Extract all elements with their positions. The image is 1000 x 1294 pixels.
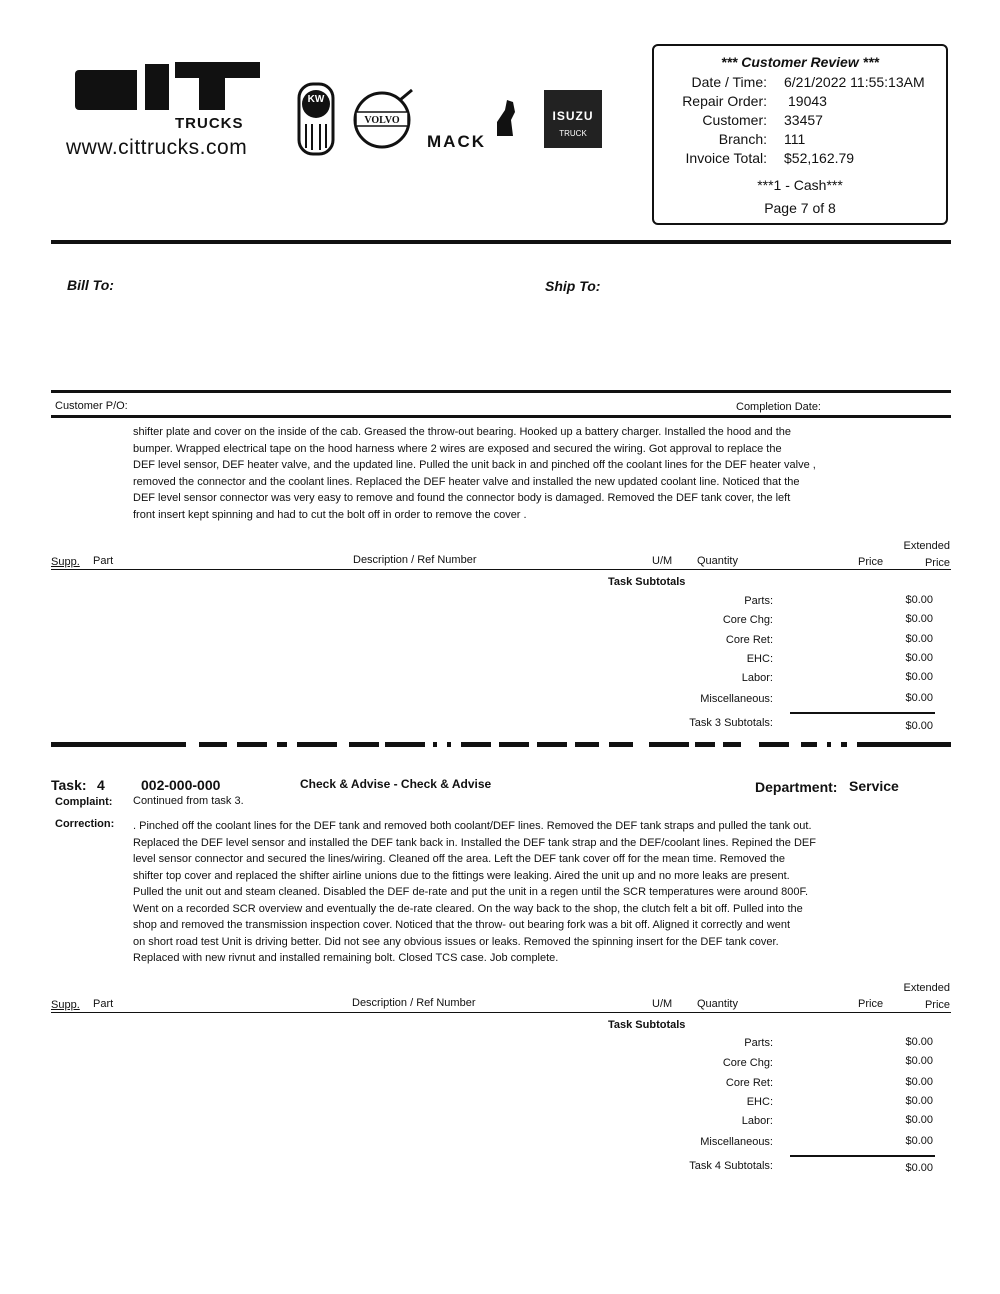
review-value: 19043 <box>788 93 827 109</box>
task-subtotal-value: $0.00 <box>905 720 933 732</box>
subtotal-label: EHC: <box>746 1096 773 1108</box>
review-value: 6/21/2022 11:55:13AM <box>784 74 925 90</box>
volvo-text: VOLVO <box>364 115 400 126</box>
department-label: Department: <box>755 779 838 795</box>
col-um: U/M <box>652 555 673 567</box>
page-number: Page 7 of 8 <box>764 200 836 216</box>
subtotal-label: EHC: <box>746 653 773 665</box>
task-subtotal-label: Task 3 Subtotals: <box>689 717 773 729</box>
review-label: Repair Order: <box>682 93 767 109</box>
subtotal-label: Miscellaneous: <box>700 1136 773 1148</box>
complaint-label: Complaint: <box>55 796 113 808</box>
col-extended-price: Price <box>924 999 950 1011</box>
correction-line: bumper. Wrapped electrical tape on the hood harness where 2 wires are exposed and secured the wiring. Got approval to replace the <box>133 442 782 455</box>
correction-line: Pulled the unit out and steam cleaned. Disabled the DEF de-rate and put the unit in a regen until the SCR temperatures were around 800F. <box>133 886 809 898</box>
review-label: Date / Time: <box>691 74 767 90</box>
company-trucks-label: TRUCKS <box>175 115 244 132</box>
address-divider <box>51 390 951 393</box>
col-supp: Supp. <box>51 556 80 568</box>
correction-line: front insert kept spinning and had to cut the bolt off in order to remove the cover . <box>133 508 527 521</box>
col-quantity: Quantity <box>697 998 738 1010</box>
correction-line: Replaced with new rivnut and installed remaining bolt. Closed TCS case. Job complete. <box>133 952 559 964</box>
correction-line: DEF level sensor connector was very easy to remove and found the connector body is damaged. Removed the DEF tank cover, the left <box>133 492 791 504</box>
isuzu-text: ISUZU <box>552 109 594 123</box>
col-extended-price: Price <box>924 557 950 569</box>
task3-correction-text <box>133 424 833 523</box>
task-title: Check & Advise - Check & Advise <box>300 777 492 791</box>
correction-label: Correction: <box>55 818 115 830</box>
review-label: Invoice Total: <box>685 150 767 166</box>
mack-logo <box>425 96 520 150</box>
review-label: Branch: <box>718 131 767 147</box>
subtotal-label: Labor: <box>741 672 773 684</box>
kenworth-text: KW <box>307 94 325 105</box>
subtotal-value: $0.00 <box>905 1095 933 1107</box>
cit-logo-mark <box>75 62 260 117</box>
correction-line: removed the connector and the coolant lines. Replaced the DEF heater valve and installed the new updated coolant line. Noticed that the <box>133 475 800 488</box>
subtotal-value: $0.00 <box>905 1114 933 1126</box>
subtotal-label: Core Ret: <box>725 634 773 646</box>
task-separator <box>51 742 951 748</box>
ship-to-label: Ship To: <box>545 278 601 294</box>
review-title: *** Customer Review *** <box>721 54 879 70</box>
correction-line: shifter top cover and replaced the shifter airline unions due to the fittings were leaking. Aired the unit up and no more leaks are present. <box>133 869 790 882</box>
correction-line: on short road test Unit is driving better. Did not see any obvious issues or leaks. Removed the spinning insert for the DEF tank cover. <box>133 935 779 948</box>
col-extended: Extended <box>903 982 950 994</box>
table-header-rule <box>51 569 951 570</box>
subtotal-label: Core Chg: <box>722 614 773 626</box>
subtotal-value: $0.00 <box>905 613 933 625</box>
subtotal-value: $0.00 <box>905 1135 933 1147</box>
complaint-text: Continued from task 3. <box>133 795 244 807</box>
customer-po-label: Customer P/O: <box>55 400 128 412</box>
table-header-rule <box>51 1012 951 1013</box>
bill-to-label: Bill To: <box>67 277 114 293</box>
task4-correction-text <box>133 818 833 967</box>
col-part: Part <box>93 555 114 567</box>
subtotal-value: $0.00 <box>905 1036 933 1048</box>
correction-line: shifter plate and cover on the inside of the cab. Greased the throw-out bearing. Hooked up a battery charger. Installed the hood and the <box>133 426 791 438</box>
col-extended: Extended <box>903 540 950 552</box>
correction-line: Replaced the DEF level sensor and installed the DEF tank back in. Installed the DEF tank strap and the DEF/coolant lines. Repined the DEF <box>133 836 816 849</box>
correction-line: . Pinched off the coolant lines for the DEF tank and removed both coolant/DEF lines. Removed the DEF tank straps and pulled the tank out. <box>133 820 812 832</box>
col-supp: Supp. <box>51 999 80 1011</box>
task-subtotal-value: $0.00 <box>905 1162 933 1174</box>
header-divider <box>51 240 951 244</box>
task-number: 4 <box>97 777 105 793</box>
subtotal-label: Parts: <box>744 1037 773 1049</box>
subtotal-value: $0.00 <box>905 1076 933 1088</box>
payment-type: ***1 - Cash*** <box>757 177 843 193</box>
subtotal-rule <box>790 1155 935 1157</box>
subtotal-label: Miscellaneous: <box>700 693 773 705</box>
col-um: U/M <box>652 998 673 1010</box>
subtotal-value: $0.00 <box>905 633 933 645</box>
task-label: Task: <box>51 777 87 793</box>
col-part: Part <box>93 998 114 1010</box>
customer-review-box <box>652 44 948 225</box>
review-value: 33457 <box>784 112 823 128</box>
volvo-logo <box>350 88 420 150</box>
col-quantity: Quantity <box>697 555 738 567</box>
isuzu-logo <box>544 90 602 148</box>
isuzu-sub: TRUCK <box>559 129 587 138</box>
company-website: www.cittrucks.com <box>66 136 248 159</box>
mack-text: MACK <box>427 132 486 150</box>
task-subtotals-heading: Task Subtotals <box>608 1019 686 1031</box>
correction-line: DEF level sensor, DEF heater valve, and the updated line. Pulled the unit back in and pinched off the coolant lines for the DEF heater valve , <box>133 459 816 471</box>
completion-date-label: Completion Date: <box>736 401 821 413</box>
task-subtotals-heading: Task Subtotals <box>608 576 686 588</box>
subtotal-value: $0.00 <box>905 671 933 683</box>
task-code: 002-000-000 <box>141 777 221 793</box>
col-description: Description / Ref Number <box>352 997 476 1009</box>
subtotal-label: Core Chg: <box>722 1057 773 1069</box>
subtotal-rule <box>790 712 935 714</box>
correction-line: level sensor connector and secured the lines/wiring. Cleaned off the area. Left the DEF tank cover off for the mean time. Removed the <box>133 853 786 865</box>
review-value: $52,162.79 <box>784 150 855 166</box>
col-price: Price <box>858 556 884 568</box>
kenworth-logo <box>296 82 336 156</box>
correction-line: Went on a recorded SCR overview and eventually the de-rate cleared. On the way back to the shop, the clutch felt a bit off. Pulled into the <box>133 902 803 915</box>
correction-line: shop and removed the transmission inspection cover. Noticed that the throw- out bearing fork was a bit off. Aligned it correctly and went <box>133 919 791 931</box>
review-value: 111 <box>784 131 806 147</box>
subtotal-value: $0.00 <box>905 594 933 606</box>
subtotal-value: $0.00 <box>905 1055 933 1067</box>
task-subtotal-label: Task 4 Subtotals: <box>689 1160 773 1172</box>
col-description: Description / Ref Number <box>353 554 477 566</box>
department-value: Service <box>849 778 899 794</box>
review-label: Customer: <box>702 112 767 128</box>
subtotal-value: $0.00 <box>905 692 933 704</box>
subtotal-label: Labor: <box>741 1115 773 1127</box>
col-price: Price <box>858 998 884 1010</box>
subtotal-label: Core Ret: <box>725 1077 773 1089</box>
po-divider <box>51 415 951 418</box>
subtotal-value: $0.00 <box>905 652 933 664</box>
subtotal-label: Parts: <box>744 595 773 607</box>
